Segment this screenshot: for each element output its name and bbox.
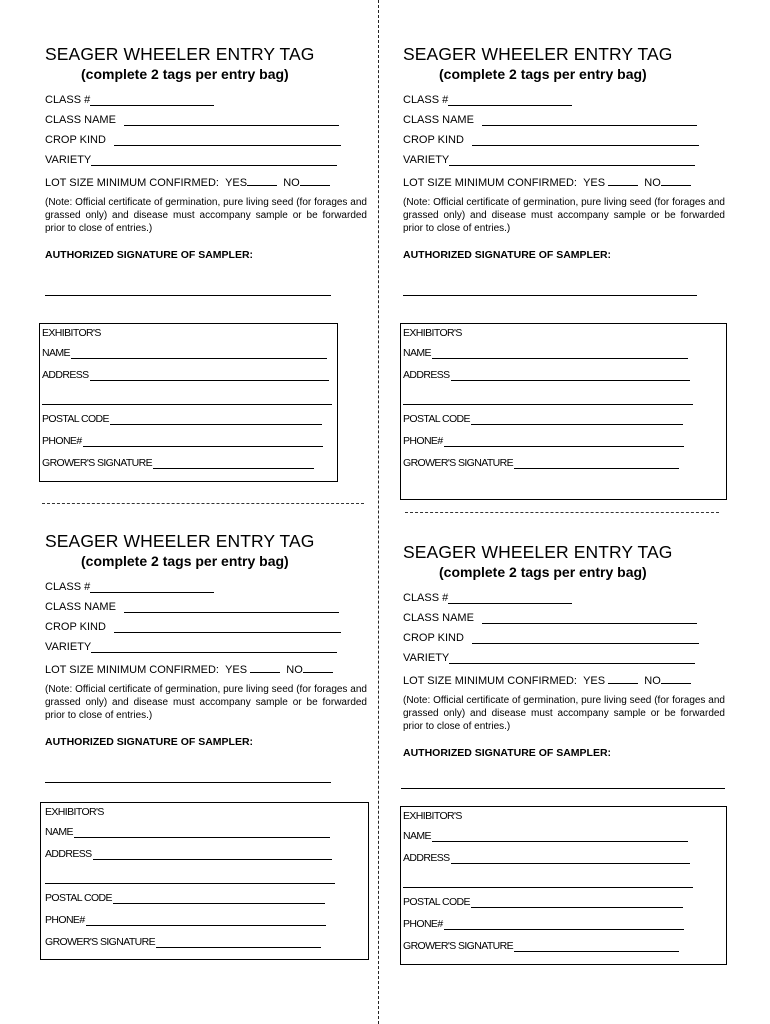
tag-title: SEAGER WHEELER ENTRY TAG [403, 542, 673, 562]
exhibitor-box-bottom-right [400, 806, 727, 965]
lot-size-row[interactable]: LOT SIZE MINIMUM CONFIRMED: YES NO [45, 175, 330, 189]
authorized-signature-label: AUTHORIZED SIGNATURE OF SAMPLER: [45, 736, 254, 748]
class-name-field[interactable]: CLASS NAME [403, 114, 697, 126]
address-second-line[interactable] [403, 887, 693, 888]
sampler-signature-line[interactable] [45, 295, 331, 296]
crop-kind-field[interactable]: CROP KIND [403, 134, 699, 146]
germination-note: (Note: Official certificate of germination, pure living seed (for forages and grassed only) and disease must accompany sample or be forwarded prior to close of entries.) [403, 695, 725, 732]
crop-kind-field[interactable]: CROP KIND [45, 134, 341, 146]
variety-field[interactable]: VARIETY [45, 154, 337, 166]
tag-subtitle: (complete 2 tags per entry bag) [81, 553, 289, 569]
phone-field[interactable]: PHONE# [403, 435, 684, 447]
exhibitor-name-field[interactable]: NAME [403, 347, 688, 359]
exhibitor-heading: EXHIBITOR'S [403, 810, 462, 822]
authorized-signature-label: AUTHORIZED SIGNATURE OF SAMPLER: [45, 249, 254, 261]
crop-kind-field[interactable]: CROP KIND [45, 621, 341, 633]
address-second-line[interactable] [45, 883, 335, 884]
postal-code-field[interactable]: POSTAL CODE [45, 892, 325, 904]
grower-signature-field[interactable]: GROWER'S SIGNATURE [45, 936, 321, 948]
class-number-field[interactable]: CLASS # [403, 94, 572, 106]
tag-title: SEAGER WHEELER ENTRY TAG [403, 44, 673, 64]
exhibitor-address-field[interactable]: ADDRESS [45, 848, 332, 860]
authorized-signature-label: AUTHORIZED SIGNATURE OF SAMPLER: [403, 747, 612, 759]
exhibitor-address-field[interactable]: ADDRESS [42, 369, 329, 381]
horizontal-cut-line-right [405, 512, 719, 513]
exhibitor-heading: EXHIBITOR'S [45, 806, 104, 818]
exhibitor-name-field[interactable]: NAME [42, 347, 327, 359]
exhibitor-name-field[interactable]: NAME [45, 826, 330, 838]
variety-field[interactable]: VARIETY [403, 652, 695, 664]
postal-code-field[interactable]: POSTAL CODE [403, 896, 683, 908]
vertical-cut-line [378, 0, 379, 1024]
class-number-field[interactable]: CLASS # [45, 94, 214, 106]
class-name-field[interactable]: CLASS NAME [403, 612, 697, 624]
exhibitor-name-field[interactable]: NAME [403, 830, 688, 842]
tag-title: SEAGER WHEELER ENTRY TAG [45, 531, 315, 551]
sampler-signature-line[interactable] [45, 782, 331, 783]
phone-field[interactable]: PHONE# [45, 914, 326, 926]
germination-note: (Note: Official certificate of germination, pure living seed (for forages and grassed only) and disease must accompany sample or be forwarded prior to close of entries.) [45, 197, 367, 234]
tag-title: SEAGER WHEELER ENTRY TAG [45, 44, 315, 64]
address-second-line[interactable] [403, 404, 693, 405]
postal-code-field[interactable]: POSTAL CODE [403, 413, 683, 425]
tag-subtitle: (complete 2 tags per entry bag) [439, 66, 647, 82]
sampler-signature-line[interactable] [403, 295, 697, 296]
variety-field[interactable]: VARIETY [45, 641, 337, 653]
crop-kind-field[interactable]: CROP KIND [403, 632, 699, 644]
exhibitor-address-field[interactable]: ADDRESS [403, 369, 690, 381]
germination-note: (Note: Official certificate of germination, pure living seed (for forages and grassed only) and disease must accompany sample or be forwarded prior to close of entries.) [403, 197, 725, 234]
class-number-field[interactable]: CLASS # [403, 592, 572, 604]
tag-subtitle: (complete 2 tags per entry bag) [81, 66, 289, 82]
horizontal-cut-line-left [42, 503, 364, 504]
address-second-line[interactable] [42, 404, 332, 405]
germination-note: (Note: Official certificate of germination, pure living seed (for forages and grassed only) and disease must accompany sample or be forwarded prior to close of entries.) [45, 684, 367, 721]
exhibitor-box-bottom-left [40, 802, 369, 960]
exhibitor-address-field[interactable]: ADDRESS [403, 852, 690, 864]
phone-field[interactable]: PHONE# [42, 435, 323, 447]
exhibitor-heading: EXHIBITOR'S [42, 327, 101, 339]
exhibitor-box-top-right [400, 323, 727, 500]
class-number-field[interactable]: CLASS # [45, 581, 214, 593]
grower-signature-field[interactable]: GROWER'S SIGNATURE [403, 940, 679, 952]
class-name-field[interactable]: CLASS NAME [45, 601, 339, 613]
postal-code-field[interactable]: POSTAL CODE [42, 413, 322, 425]
grower-signature-field[interactable]: GROWER'S SIGNATURE [42, 457, 314, 469]
lot-size-row[interactable]: LOT SIZE MINIMUM CONFIRMED: YES NO [403, 673, 691, 687]
exhibitor-heading: EXHIBITOR'S [403, 327, 462, 339]
tag-subtitle: (complete 2 tags per entry bag) [439, 564, 647, 580]
lot-size-row[interactable]: LOT SIZE MINIMUM CONFIRMED: YES NO [45, 662, 333, 676]
class-name-field[interactable]: CLASS NAME [45, 114, 339, 126]
exhibitor-box-top-left [39, 323, 338, 482]
grower-signature-field[interactable]: GROWER'S SIGNATURE [403, 457, 679, 469]
authorized-signature-label: AUTHORIZED SIGNATURE OF SAMPLER: [403, 249, 612, 261]
variety-field[interactable]: VARIETY [403, 154, 695, 166]
phone-field[interactable]: PHONE# [403, 918, 684, 930]
sampler-signature-line[interactable] [401, 788, 725, 789]
lot-size-row[interactable]: LOT SIZE MINIMUM CONFIRMED: YES NO [403, 175, 691, 189]
